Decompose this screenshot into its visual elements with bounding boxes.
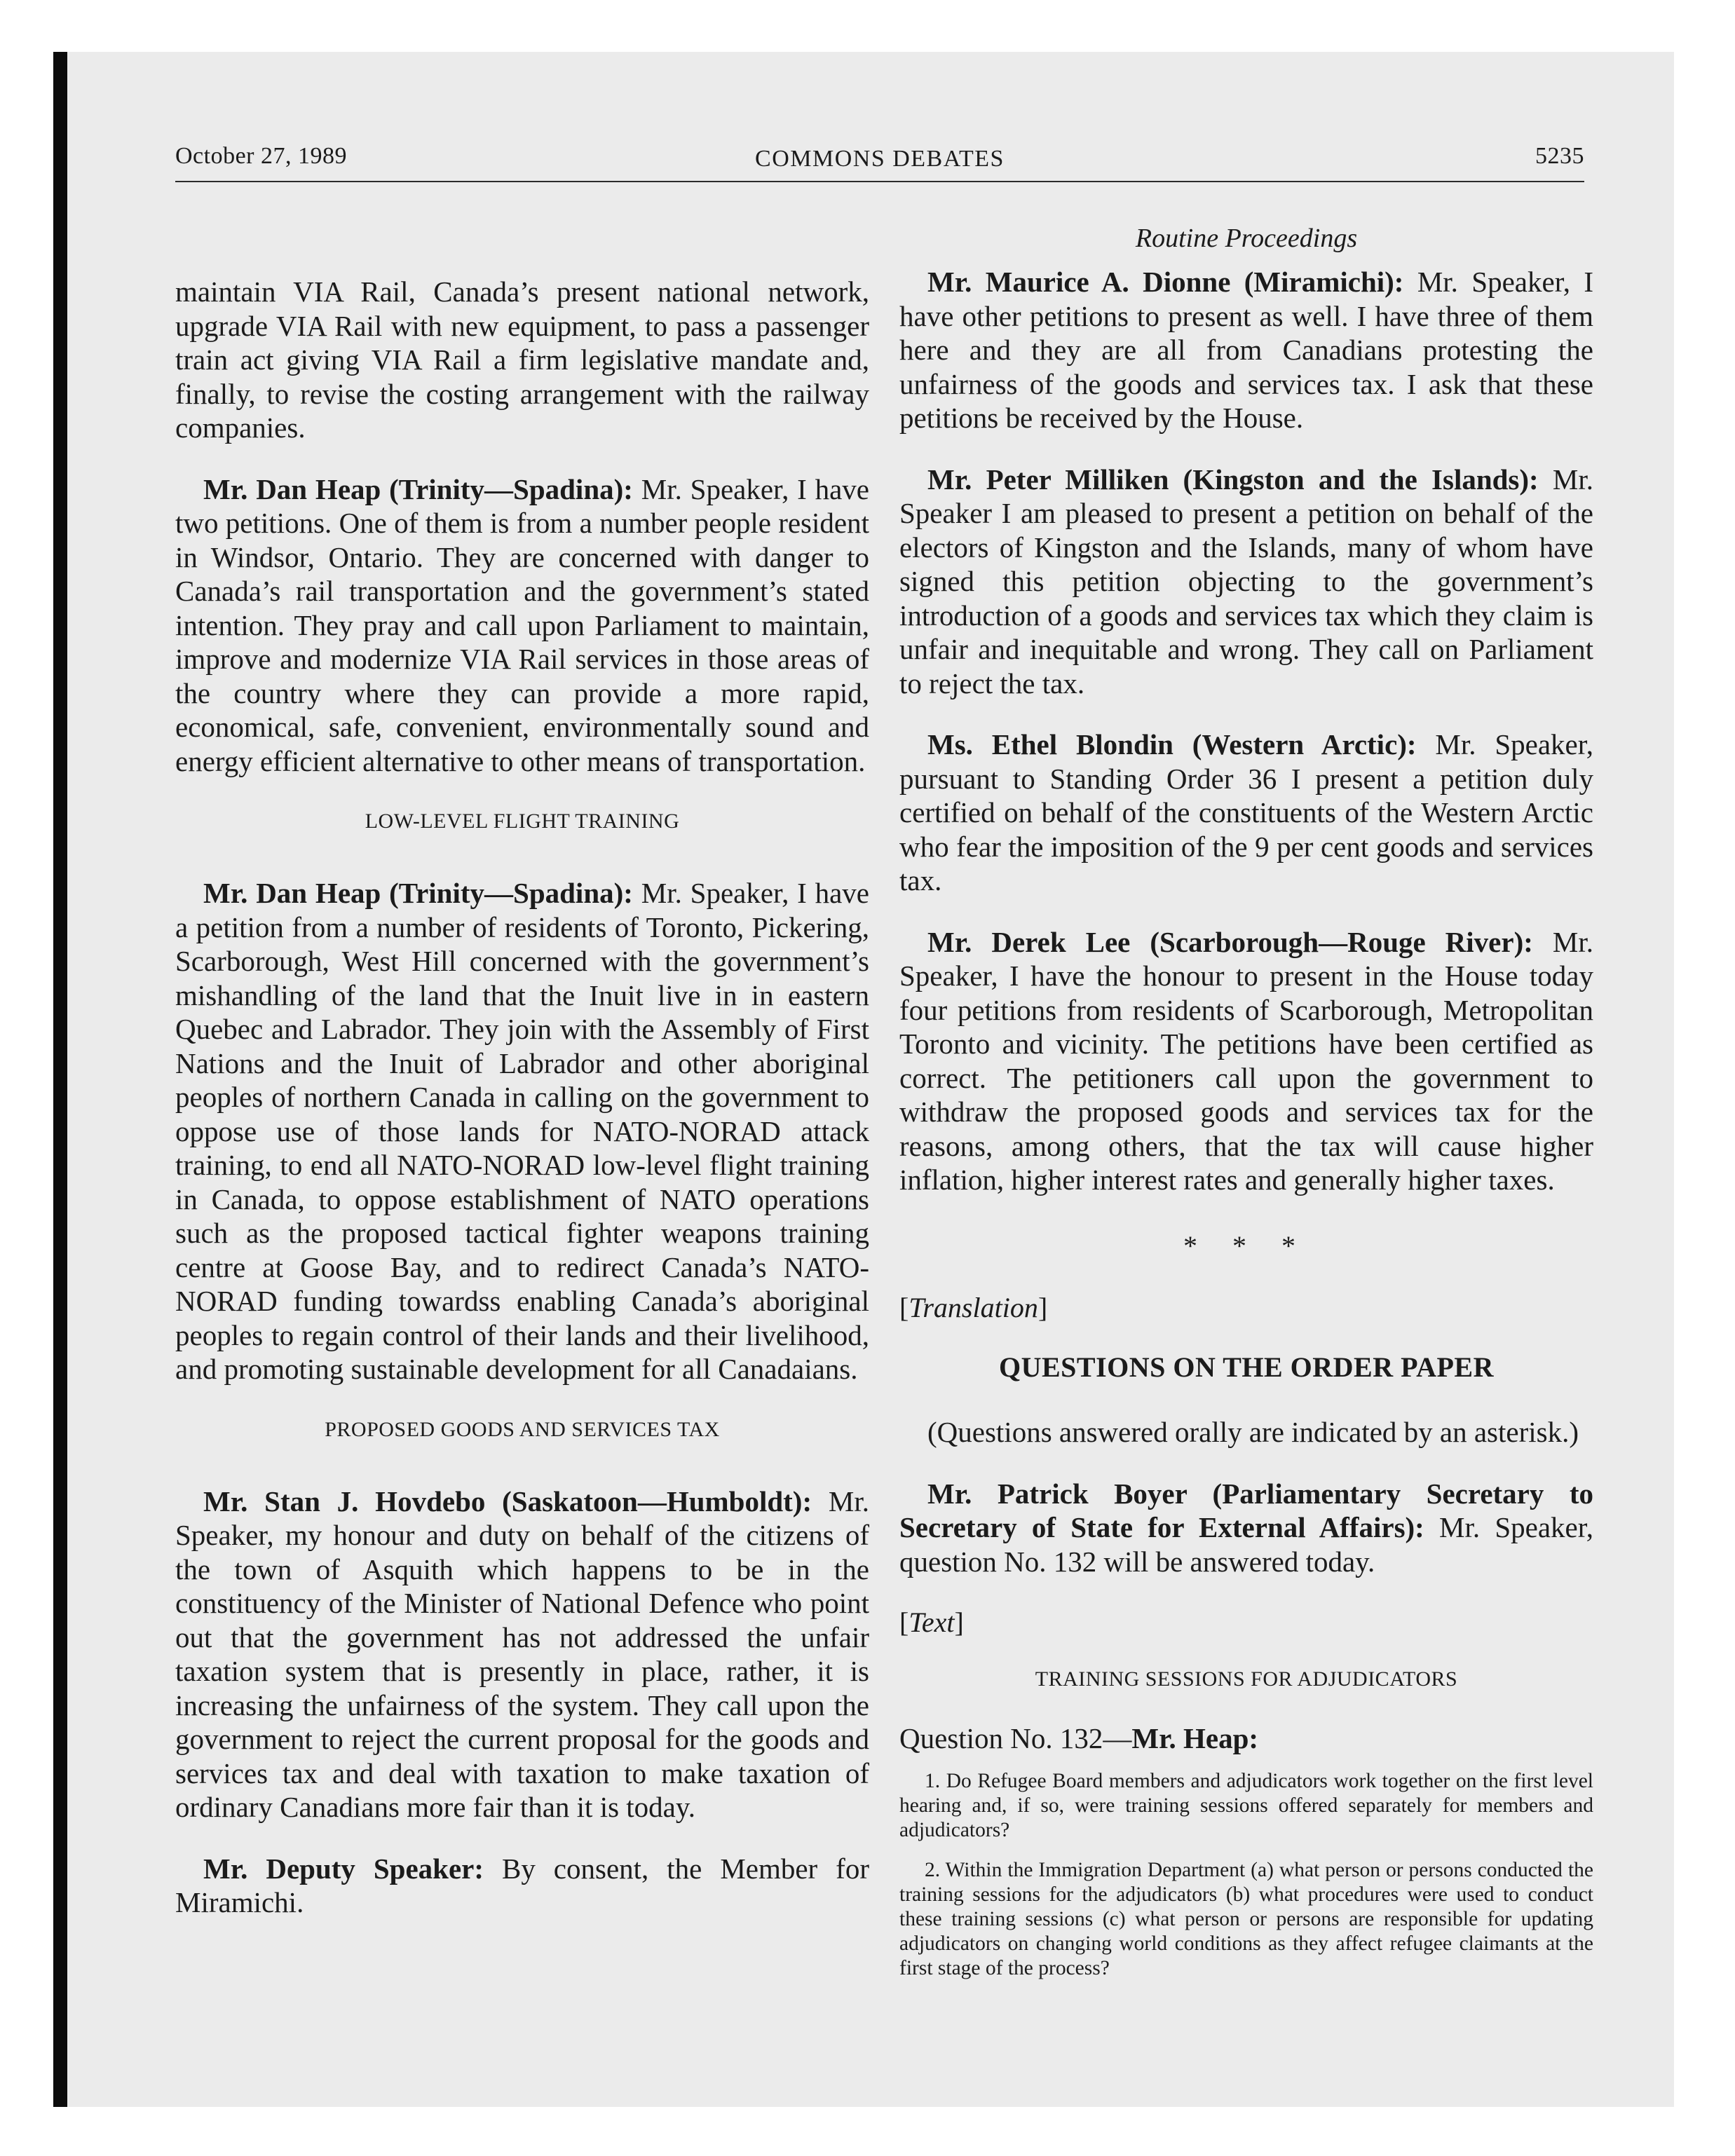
paragraph xyxy=(899,728,1593,898)
running-head: Routine Proceedings xyxy=(1135,224,1358,253)
header-title: COMMONS DEBATES xyxy=(755,146,1005,172)
text-label: [Text] xyxy=(899,1606,964,1638)
speaker-name: Mr. Maurice A. Dionne (Miramichi): xyxy=(927,266,1404,298)
speech-text: Mr. Speaker, pursuant to Standing Order 36 I present a petition duly certified on behalf of the constituents of the Western Arctic who fear the imposition of the 9 per cent goods and services tax. xyxy=(899,728,1593,896)
speech-text: Mr. Speaker, I have a petition from a number of residents of Toronto, Pickering, Scarborough, West Hill concerned with the government’s mishandling of the land that the Inuit live in in eastern Quebec and Labrador. They join with the Assembly of First Nations and the Inuit of Labrador and other aboriginal peoples of northern Canada in calling on the government to oppose use of those lands for NATO-NORAD attack training, to end all NATO-NORAD low-level flight training in Canada, to oppose establishment of NATO operations such as the proposed tactical fighter weapons training centre at Goose Bay, and to redirect Canada’s NATO-NORAD funding towardss enabling Canada’s aboriginal peoples to regain control of their lands and their livelihood, and promoting sustainable development for all Canadaians. xyxy=(175,877,869,1385)
major-heading: QUESTIONS ON THE ORDER PAPER xyxy=(999,1351,1494,1383)
section-heading: TRAINING SESSIONS FOR ADJUDICATORS xyxy=(1035,1667,1458,1691)
note: (Questions answered orally are indicated by an asterisk.) xyxy=(927,1416,1579,1448)
speaker-name: Mr. Dan Heap (Trinity—Spadina): xyxy=(203,472,633,505)
speaker-name: Ms. Ethel Blondin (Western Arctic): xyxy=(927,728,1417,760)
question-item: 2. Within the Immigration Department (a) what person or persons conducted the training sessions for the adjudicators (b) what procedures were used to conduct these training sessions (c) what person or persons are responsible for updating adjudicators on changing world conditions as they affect refugee claimants at the first stage of the process? xyxy=(899,1859,1593,1979)
paragraph: maintain VIA Rail, Canada’s present national network, upgrade VIA Rail with new equipment, to pass a passenger train act giving VIA Rail a firm legislative mandate and, finally, to revise the costing arrangement with the railway companies. xyxy=(175,275,869,444)
paragraph xyxy=(899,925,1593,1197)
speech-text: Mr. Speaker, I have the honour to present in the House today four petitions from residents of Scarborough, Metropolitan Toronto and vicinity. The petitions have been certified as correct. The petitioners call upon the government to withdraw the proposed goods and services tax for the reasons, among others, that the tax will cause higher inflation, higher interest rates and generally higher taxes. xyxy=(899,925,1593,1196)
speech-text: Mr. Speaker, I have two petitions. One of them is from a number people resident in Windsor, Ontario. They are concerned with danger to Canada’s rail transportation and the government’s stated intention. They pray and call upon Parliament to maintain, improve and modernize VIA Rail services in those areas of the country where they can provide a more rapid, economical, safe, convenient, environmentally sound and energy efficient alternative to other means of transportation. xyxy=(175,472,869,777)
speaker-name: Mr. Stan J. Hovdebo (Saskatoon—Humboldt): xyxy=(203,1485,812,1517)
paragraph xyxy=(899,463,1593,701)
page-header xyxy=(175,137,1584,182)
questioner-name: Mr. Heap: xyxy=(1131,1721,1259,1754)
question-line xyxy=(899,1721,1593,1756)
left-column xyxy=(175,275,869,1947)
paragraph xyxy=(175,1485,869,1824)
paragraph xyxy=(175,876,869,1386)
question-item: 1. Do Refugee Board members and adjudicators work together on the first level hearing and, if so, were training sessions offered separately for members and adjudicators? xyxy=(899,1770,1593,1841)
section-heading: LOW-LEVEL FLIGHT TRAINING xyxy=(365,810,680,833)
question-number: Question No. 132— xyxy=(899,1721,1132,1754)
paragraph xyxy=(175,472,869,779)
right-column xyxy=(899,265,1593,1996)
speech-text: By consent, the Member for Miramichi. xyxy=(175,1852,869,1918)
speech-text: Mr. Speaker I am pleased to present a petition on behalf of the electors of Kingston and the Islands, many of whom have signed this petition objecting to the government’s introduction of a goods and services tax which they claim is unfair and inequitable and wrong. They call on Parliament to reject the tax. xyxy=(899,463,1593,700)
speaker-name: Mr. Deputy Speaker: xyxy=(203,1852,484,1885)
section-separator: * * * xyxy=(1183,1229,1309,1262)
paragraph xyxy=(175,1852,869,1920)
paragraph xyxy=(899,1477,1593,1579)
speaker-name: Mr. Peter Milliken (Kingston and the Islands): xyxy=(927,463,1539,496)
speech-text: Mr. Speaker, question No. 132 will be answered today. xyxy=(899,1511,1593,1578)
speaker-name: Mr. Dan Heap (Trinity—Spadina): xyxy=(203,877,633,909)
speech-text: Mr. Speaker, my honour and duty on behalf of the citizens of the town of Asquith which happens to be in the constituency of the Minister of National Defence who point out that the government has not addressed the unfair taxation system that is presently in place, rather, it is increasing the unfairness of the system. They call upon the government to reject the current proposal for the goods and services tax and deal with taxation to make taxation of ordinary Canadians more fair than it is today. xyxy=(175,1485,869,1823)
page-number: 5235 xyxy=(1535,143,1584,169)
binding-edge xyxy=(53,52,67,2107)
speech-text: Mr. Speaker, I have other petitions to present as well. I have three of them here and they are all from Canadians protesting the unfairness of the goods and services tax. I ask that these petitions be received by the House. xyxy=(899,266,1593,434)
section-heading: PROPOSED GOODS AND SERVICES TAX xyxy=(325,1417,720,1441)
paragraph xyxy=(899,265,1593,435)
speaker-name: Mr. Patrick Boyer (Parliamentary Secretary to Secretary of State for External Affairs): xyxy=(899,1477,1593,1543)
speaker-name: Mr. Derek Lee (Scarborough—Rouge River): xyxy=(927,925,1533,958)
header-date: October 27, 1989 xyxy=(175,143,348,169)
translation-label: [Translation] xyxy=(899,1292,1048,1323)
